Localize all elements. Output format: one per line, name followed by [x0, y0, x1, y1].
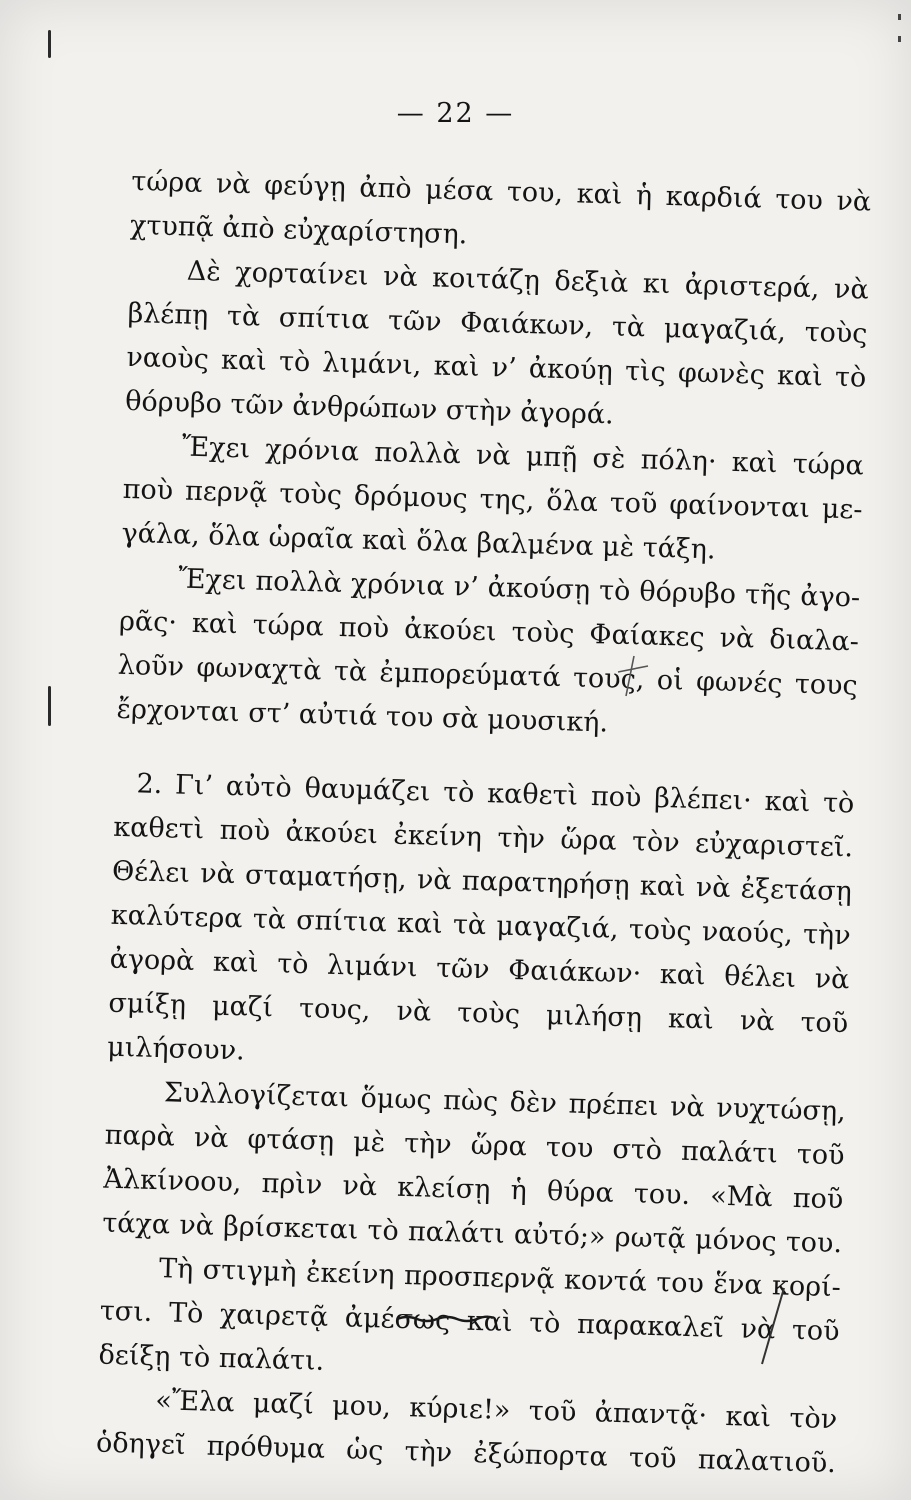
text-line: γάλα, ὅλα ὡραῖα καὶ ὅλα βαλμένα μὲ τάξη. — [121, 517, 716, 566]
text-line: 2. Γι’ αὐτὸ θαυμάζει τὸ καθετὶ ποὺ βλέπει· καὶ τὸ — [136, 768, 855, 820]
text-line: «Ἔλα μαζί μου, κύριε!» τοῦ ἀπαντᾷ· καὶ τὸν — [154, 1385, 838, 1436]
text-line: σμίξῃ μαζί τους, νὰ τοὺς μιλήσῃ καὶ νὰ τοῦ μιλήσουν. — [106, 987, 849, 1067]
text-line: Ἀλκίνοου, πρὶν νὰ κλείσῃ ἡ θύρα του. «Μὰ ποῦ — [103, 1163, 844, 1216]
text-line: καθετὶ ποὺ ἀκούει ἐκείνη τὴν ὥρα τὸν εὐχαριστεῖ. — [112, 811, 854, 864]
pencil-mark-icon — [612, 652, 652, 700]
page-number: — 22 — — [396, 98, 515, 129]
text-line: ναοὺς καὶ τὸ λιμάνι, καὶ ν’ ἀκούῃ τὶς φωνὲς καὶ τὸ — [126, 341, 867, 394]
corner-dot — [898, 14, 901, 20]
pencil-slash-icon — [758, 1286, 788, 1366]
text-line: Θέλει νὰ σταματήσῃ, νὰ παρατηρήσῃ καὶ νὰ ἐξετάσῃ — [111, 855, 853, 908]
text-line: βλέπῃ τὰ σπίτια τῶν Φαιάκων, τὰ μαγαζιά, τοὺς — [127, 297, 868, 350]
text-line: θόρυβο τῶν ἀνθρώπων στὴν ἀγορά. — [124, 385, 615, 431]
text-line: λοῦν φωναχτὰ τὰ ἐμπορεύματά τους, οἱ φωνές τους — [117, 649, 859, 702]
text-line: Τὴ στιγμὴ ἐκείνη προσπερνᾷ κοντά του ἕνα κορί- — [158, 1253, 842, 1304]
text-line: τώρα νὰ φεύγῃ ἀπὸ μέσα του, καὶ ἡ καρδιά του νὰ — [130, 165, 872, 218]
text-line: καλύτερα τὰ σπίτια καὶ τὰ μαγαζιά, τοὺς ναούς, τὴν — [110, 899, 852, 952]
corner-dot — [898, 36, 901, 42]
text-line: τσι. Τὸ χαιρετᾷ ἀμέσως καὶ τὸ παρακαλεῖ νὰ τοῦ — [99, 1295, 840, 1348]
text-line: Ἔχει πολλὰ χρόνια ν’ ἀκούσῃ τὸ θόρυβο τῆς ἀγο- — [177, 563, 861, 614]
text-line: ἀγορὰ καὶ τὸ λιμάνι τῶν Φαιάκων· καὶ θέλει νὰ — [109, 943, 850, 996]
text-line: δείξῃ τὸ παλάτι. — [98, 1339, 325, 1377]
margin-mark — [48, 30, 51, 58]
text-line: ὁδηγεῖ πρόθυμα ὡς τὴν ἐξώπορτα τοῦ παλατιοῦ. — [95, 1427, 837, 1480]
body-text — [96, 160, 872, 1486]
text-line: παρὰ νὰ φτάσῃ μὲ τὴν ὥρα του στὸ παλάτι τοῦ — [104, 1119, 845, 1172]
end-flourish-icon — [395, 1312, 495, 1324]
text-line: Συλλογίζεται ὅμως πὼς δὲν πρέπει νὰ νυχτώσῃ, — [163, 1077, 847, 1128]
text-line: ποὺ περνᾷ τοὺς δρόμους της, ὅλα τοῦ φαίνονται με- — [122, 473, 863, 526]
text-line: τάχα νὰ βρίσκεται τὸ παλάτι αὐτό;» ρωτᾷ μόνος του. — [101, 1207, 843, 1260]
text-line: Δὲ χορταίνει νὰ κοιτάζῃ δεξιὰ κι ἀριστερά, νὰ — [186, 255, 870, 306]
text-line: χτυπᾷ ἀπὸ εὐχαρίστηση. — [129, 209, 468, 251]
text-line: ρᾶς· καὶ τώρα ποὺ ἀκούει τοὺς Φαίακες νὰ διαλα- — [118, 605, 860, 658]
text-line: Ἔχει χρόνια πολλὰ νὰ μπῇ σὲ πόλη· καὶ τώρα — [181, 431, 865, 482]
text-line: ἔρχονται στ’ αὐτιά του σὰ μουσική. — [116, 693, 609, 739]
margin-mark — [48, 686, 51, 726]
